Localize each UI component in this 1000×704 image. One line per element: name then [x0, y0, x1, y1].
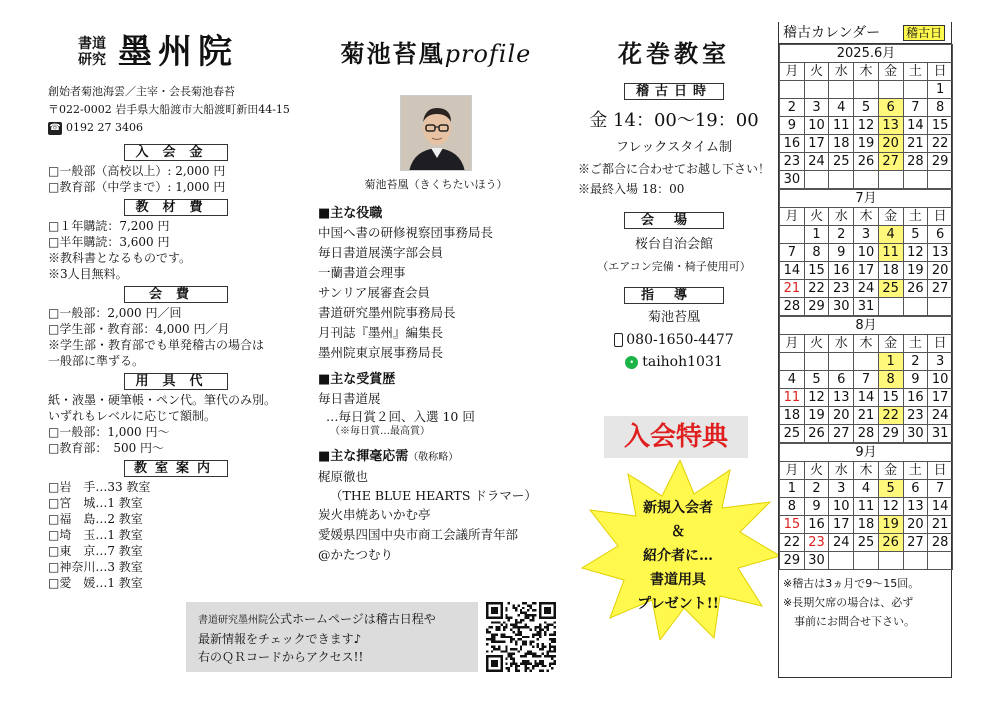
awards-heading: ■主な受賞歴	[318, 372, 396, 387]
calendar-day: 10	[854, 244, 879, 262]
calendar-day: 7	[928, 480, 953, 498]
calendar-day: 21	[903, 135, 928, 153]
work-item: @かたつむり	[318, 547, 394, 562]
calendar-day: 27	[878, 153, 903, 171]
calendar-day: 20	[928, 262, 953, 280]
month-label: 7月	[780, 190, 953, 208]
calendar-day: 26	[804, 425, 829, 443]
weekday-label: 水	[829, 335, 854, 353]
section-line: □埼 玉…1 教室	[48, 528, 143, 542]
calendar-note-3: 事前にお問合せ下さい。	[794, 615, 915, 628]
calendar-day: 26	[878, 534, 903, 552]
section-header: 教室案内	[124, 460, 228, 477]
footer-line-1-small: 書道研究墨州院	[198, 615, 268, 626]
brand-small-2: 研究	[78, 52, 106, 68]
calendar-day: 1	[878, 353, 903, 371]
calendar-day: 23	[829, 280, 854, 298]
calendar-month	[779, 44, 953, 189]
calendar-day: 19	[903, 262, 928, 280]
promo-line: ＆	[671, 524, 685, 540]
calendar-day: 20	[829, 407, 854, 425]
section-line: ※教科書となるものです。	[48, 251, 192, 265]
role-item: 毎日書道展漢字部会員	[318, 245, 444, 260]
calendar-day: 15	[804, 262, 829, 280]
phone-icon: ☎	[49, 122, 61, 133]
section-header: 用具代	[124, 373, 228, 390]
section-header: 入会金	[124, 144, 228, 161]
calendar-day: 28	[903, 153, 928, 171]
calendar-day: 22	[804, 280, 829, 298]
organization-info	[48, 34, 288, 634]
schedule-label: 稽古日時	[624, 83, 724, 100]
section-line: □福 島…2 教室	[48, 512, 143, 526]
calendar-day: 5	[804, 371, 829, 389]
venue-name: 桜台自治会館	[634, 237, 713, 252]
weekday-label: 月	[780, 335, 805, 353]
calendar-day: 4	[829, 99, 854, 117]
calendar-day: 18	[829, 135, 854, 153]
calendar-day: 20	[903, 516, 928, 534]
calendar-day: 6	[903, 480, 928, 498]
join-bonus-banner: 入会特典	[604, 416, 748, 458]
calendar-month	[779, 189, 953, 316]
calendar-day	[804, 353, 829, 371]
weekday-label: 日	[928, 63, 953, 81]
calendar-day	[903, 552, 928, 570]
section-line: □１年購読：7,200 円	[48, 219, 170, 233]
brand-small-1: 書道	[78, 36, 106, 52]
calendar-day: 6	[928, 226, 953, 244]
profile-section	[306, 34, 566, 594]
section-line: □一般部：1,000 円～	[48, 425, 170, 439]
calendar-day	[829, 81, 854, 99]
calendar-day: 25	[878, 280, 903, 298]
calendar-day: 7	[903, 99, 928, 117]
venue-label: 会場	[624, 212, 724, 229]
weekday-label: 日	[928, 462, 953, 480]
calendar-day	[928, 298, 953, 316]
calendar-note-2: ※長期欠席の場合は、必ず	[783, 596, 914, 609]
schedule-time: 金 14：00～19：00	[589, 110, 759, 131]
calendar-day: 17	[804, 135, 829, 153]
lesson-day-badge: 稽古日	[903, 25, 945, 41]
calendar-day	[878, 171, 903, 189]
calendar-day: 21	[928, 516, 953, 534]
calendar-day: 17	[928, 389, 953, 407]
section-header: 教材費	[124, 199, 228, 216]
calendar-day: 16	[903, 389, 928, 407]
calendar-day: 6	[878, 99, 903, 117]
calendar-day: 13	[878, 117, 903, 135]
calendar-day: 6	[829, 371, 854, 389]
calendar-header	[779, 22, 951, 44]
section-line: □半年購読：3,600 円	[48, 235, 170, 249]
brand-name: 墨州院	[118, 32, 238, 72]
teacher-label: 指導	[624, 287, 724, 304]
calendar-day	[903, 81, 928, 99]
calendar-day: 24	[928, 407, 953, 425]
weekday-label: 土	[903, 63, 928, 81]
calendar-day: 1	[780, 480, 805, 498]
role-item: 月刊誌『墨州』編集長	[318, 325, 444, 340]
weekday-label: 日	[928, 208, 953, 226]
calendar-day: 13	[928, 244, 953, 262]
calendar-day: 29	[928, 153, 953, 171]
calendar-day: 8	[928, 99, 953, 117]
calendar-day: 29	[780, 552, 805, 570]
calendar-day: 10	[928, 371, 953, 389]
calendar-day: 9	[829, 244, 854, 262]
section-line: □愛 媛…1 教室	[48, 576, 143, 590]
calendar-day: 12	[878, 498, 903, 516]
weekday-label: 土	[903, 335, 928, 353]
person-portrait-icon	[401, 96, 472, 171]
work-item: 梶原徹也	[318, 469, 369, 484]
calendar-day	[878, 552, 903, 570]
calendar-day	[928, 552, 953, 570]
phone-row	[48, 120, 288, 136]
weekday-label: 火	[804, 208, 829, 226]
weekday-label: 火	[804, 63, 829, 81]
calendar-day: 15	[928, 117, 953, 135]
section-line: 紙・液墨・硬筆帳・ペン代。筆代のみ別。	[48, 393, 277, 407]
calendar-day	[878, 298, 903, 316]
calendar-day: 28	[854, 425, 879, 443]
calendar-day: 12	[903, 244, 928, 262]
calendar-day: 10	[829, 498, 854, 516]
calendar-day	[903, 298, 928, 316]
weekday-label: 木	[854, 63, 879, 81]
calendar-day	[854, 552, 879, 570]
calendar-day: 11	[854, 498, 879, 516]
roles-list	[318, 223, 566, 363]
section-header: 会費	[124, 286, 228, 303]
calendar-day: 28	[780, 298, 805, 316]
weekday-label: 日	[928, 335, 953, 353]
work-item: （THE BLUE HEARTS ドラマー）	[330, 488, 537, 503]
calendar-day: 22	[928, 135, 953, 153]
calendar-day: 5	[854, 99, 879, 117]
calendar-day: 18	[854, 516, 879, 534]
line-row	[578, 354, 770, 370]
calendar-day: 2	[903, 353, 928, 371]
calendar-day: 25	[854, 534, 879, 552]
calendar-day: 27	[829, 425, 854, 443]
footer-line-3: 右のＱＲコードからアクセス!!	[198, 650, 364, 664]
calendar-day	[903, 171, 928, 189]
calendar-day	[804, 171, 829, 189]
calendar-day: 30	[780, 171, 805, 189]
work-item: 炭火串焼あいかむ亭	[318, 507, 431, 522]
teacher-name: 菊池苔凰	[647, 310, 700, 325]
calendar-notes	[779, 570, 951, 631]
calendar-day: 17	[829, 516, 854, 534]
works-title: ■主な揮毫応需	[318, 449, 409, 464]
month-label: 9月	[780, 444, 953, 462]
address-text: 〒022-0002 岩手県大船渡市大船渡町新田44-15	[48, 103, 290, 116]
calendar-day	[780, 353, 805, 371]
section-line: □東 京…7 教室	[48, 544, 143, 558]
calendar-day: 25	[829, 153, 854, 171]
section-line: ※3人目無料。	[48, 267, 128, 281]
calendar-day: 13	[829, 389, 854, 407]
calendar-day: 12	[854, 117, 879, 135]
calendar-day	[854, 81, 879, 99]
weekday-label: 水	[829, 208, 854, 226]
weekday-label: 金	[878, 208, 903, 226]
calendar-day	[854, 171, 879, 189]
classroom-title: 花巻教室	[618, 39, 730, 68]
calendar-day: 30	[903, 425, 928, 443]
section-line: □一般部（高校以上）: 2,000 円	[48, 164, 226, 178]
work-item: 愛媛県四国中央市商工会議所青年部	[318, 527, 519, 542]
qr-code-icon[interactable]	[486, 602, 556, 672]
weekday-label: 火	[804, 335, 829, 353]
footer-line-1: 公式ホームページは稽古日程や	[268, 612, 436, 626]
calendar-day: 7	[854, 371, 879, 389]
calendar-note-1: ※稽古は3ヵ月で9～15回。	[783, 577, 920, 590]
calendar-day	[829, 353, 854, 371]
weekday-label: 火	[804, 462, 829, 480]
profile-title-latin: profile	[444, 40, 532, 68]
calendar-day: 15	[878, 389, 903, 407]
calendar-day: 20	[878, 135, 903, 153]
calendar-day: 12	[804, 389, 829, 407]
section-line: ※学生部・教育部でも単発稽古の場合は	[48, 338, 265, 352]
calendar-day: 16	[829, 262, 854, 280]
tel-number: 080-1650-4477	[626, 332, 734, 348]
weekday-label: 土	[903, 208, 928, 226]
calendar-day: 10	[804, 117, 829, 135]
awards-line-3: （※毎日賞…最高賞）	[330, 426, 430, 437]
works-note: （敬称略）	[408, 452, 459, 463]
promo-line: プレゼント!!	[637, 596, 719, 612]
awards-line-2: …毎日賞２回、入選 10 回	[326, 409, 475, 424]
calendar-day: 16	[780, 135, 805, 153]
calendar-day: 27	[928, 280, 953, 298]
fee-sections	[48, 144, 288, 591]
calendar-day: 8	[780, 498, 805, 516]
weekday-label: 木	[854, 335, 879, 353]
weekday-label: 水	[829, 462, 854, 480]
calendar-day	[780, 81, 805, 99]
calendar-day: 26	[903, 280, 928, 298]
homepage-notice	[186, 602, 478, 672]
weekday-label: 金	[878, 335, 903, 353]
month-label: 2025.6月	[780, 45, 953, 63]
calendar-month	[779, 443, 953, 570]
section-line: □宮 城…1 教室	[48, 496, 143, 510]
promo-line: 紹介者に…	[643, 548, 713, 564]
lesson-calendar	[778, 22, 952, 678]
founder-text: 創始者菊池海雲／主宰・会長菊池春苔	[48, 85, 235, 98]
calendar-day: 5	[903, 226, 928, 244]
profile-title-name: 菊池苔凰	[340, 39, 445, 68]
weekday-label: 土	[903, 462, 928, 480]
calendar-day: 17	[854, 262, 879, 280]
calendar-day: 28	[928, 534, 953, 552]
role-item: サンリア展審査会員	[318, 285, 430, 300]
weekday-label: 金	[878, 462, 903, 480]
calendar-day: 11	[780, 389, 805, 407]
calendar-day: 3	[829, 480, 854, 498]
calendar-day	[878, 81, 903, 99]
calendar-day: 14	[928, 498, 953, 516]
calendar-day: 3	[928, 353, 953, 371]
calendar-day	[804, 81, 829, 99]
name-caption: 菊池苔凰（きくちたいほう）	[364, 178, 508, 191]
role-item: 一蘭書道会理事	[318, 265, 406, 280]
calendar-day: 15	[780, 516, 805, 534]
calendar-day: 1	[928, 81, 953, 99]
role-item: 書道研究墨州院事務局長	[318, 305, 456, 320]
promo-text	[608, 496, 748, 616]
calendar-day: 11	[878, 244, 903, 262]
calendar-day: 16	[804, 516, 829, 534]
role-item: 墨州院東京展事務局長	[318, 345, 444, 360]
calendar-day: 1	[804, 226, 829, 244]
calendar-day: 29	[878, 425, 903, 443]
calendar-day: 18	[780, 407, 805, 425]
calendar-day: 31	[854, 298, 879, 316]
calendar-day: 29	[804, 298, 829, 316]
section-line: □岩 手…33 教室	[48, 480, 151, 494]
calendar-day: 23	[804, 534, 829, 552]
works-heading	[318, 448, 566, 467]
calendar-day: 30	[829, 298, 854, 316]
calendar-day: 18	[878, 262, 903, 280]
calendar-day: 9	[780, 117, 805, 135]
calendar-day: 2	[829, 226, 854, 244]
calendar-day: 3	[804, 99, 829, 117]
section-line: □学生部・教育部：4,000 円／月	[48, 322, 230, 336]
line-app-icon: •	[625, 356, 638, 369]
calendar-day: 24	[854, 280, 879, 298]
calendar-months	[779, 44, 951, 570]
calendar-day: 4	[780, 371, 805, 389]
calendar-day: 21	[854, 407, 879, 425]
calendar-day: 7	[780, 244, 805, 262]
calendar-day: 9	[804, 498, 829, 516]
calendar-title: 稽古カレンダー	[783, 25, 881, 41]
calendar-day: 2	[780, 99, 805, 117]
role-item: 中国へ書の研修視察団事務局長	[318, 225, 494, 240]
weekday-label: 月	[780, 63, 805, 81]
calendar-day: 5	[878, 480, 903, 498]
calendar-day	[928, 171, 953, 189]
profile-title	[306, 34, 566, 69]
weekday-label: 金	[878, 63, 903, 81]
portrait-photo	[400, 95, 472, 171]
calendar-day	[829, 171, 854, 189]
calendar-day: 27	[903, 534, 928, 552]
weekday-label: 木	[854, 462, 879, 480]
calendar-day	[829, 552, 854, 570]
promo-line: 書道用具	[650, 572, 706, 588]
calendar-day: 26	[854, 153, 879, 171]
calendar-day: 23	[903, 407, 928, 425]
promo-line: 新規入会者	[643, 500, 713, 516]
month-label: 8月	[780, 317, 953, 335]
section-line: □教育部： 500 円～	[48, 441, 165, 455]
calendar-day: 19	[878, 516, 903, 534]
venue-note: （エアコン完備・椅子使用可）	[597, 260, 751, 273]
tel-row	[578, 332, 770, 348]
calendar-day	[780, 226, 805, 244]
calendar-day: 8	[878, 371, 903, 389]
section-line: いずれもレベルに応じて額制。	[48, 409, 217, 423]
calendar-day: 22	[878, 407, 903, 425]
flex-text: フレックスタイム制	[616, 140, 732, 155]
note-2: ※最終入場 18：00	[578, 182, 685, 196]
calendar-day: 30	[804, 552, 829, 570]
calendar-day: 13	[903, 498, 928, 516]
mobile-phone-icon	[614, 333, 623, 347]
calendar-day: 19	[804, 407, 829, 425]
calendar-day: 21	[780, 280, 805, 298]
calendar-day: 4	[854, 480, 879, 498]
calendar-day: 19	[854, 135, 879, 153]
calendar-day: 2	[804, 480, 829, 498]
footer-line-2: 最新情報をチェックできます♪	[198, 632, 362, 646]
calendar-day: 23	[780, 153, 805, 171]
section-line: □一般部：2,000 円／回	[48, 306, 182, 320]
phone-number: 0192 27 3406	[66, 121, 143, 134]
awards-line-1: 毎日書道展	[318, 391, 381, 406]
calendar-day: 14	[854, 389, 879, 407]
calendar-day: 4	[878, 226, 903, 244]
weekday-label: 月	[780, 462, 805, 480]
weekday-label: 木	[854, 208, 879, 226]
calendar-day: 25	[780, 425, 805, 443]
calendar-day: 24	[804, 153, 829, 171]
weekday-label: 水	[829, 63, 854, 81]
calendar-day: 24	[829, 534, 854, 552]
roles-heading: ■主な役職	[318, 206, 383, 221]
calendar-day: 14	[903, 117, 928, 135]
calendar-day: 31	[928, 425, 953, 443]
calendar-month	[779, 316, 953, 443]
calendar-day: 11	[829, 117, 854, 135]
calendar-day: 8	[804, 244, 829, 262]
calendar-day: 3	[854, 226, 879, 244]
calendar-day	[854, 353, 879, 371]
brand-logo	[78, 34, 288, 70]
calendar-day: 9	[903, 371, 928, 389]
note-1: ※ご都合に合わせてお越し下さい！	[578, 162, 771, 176]
line-id: taihoh1031	[642, 354, 723, 370]
section-line: 一般部に準ずる。	[48, 354, 145, 368]
weekday-label: 月	[780, 208, 805, 226]
section-line: □教育部（中学まで）: 1,000 円	[48, 180, 226, 194]
section-line: □神奈川…3 教室	[48, 560, 143, 574]
calendar-day: 14	[780, 262, 805, 280]
works-list	[318, 467, 566, 565]
calendar-day: 22	[780, 534, 805, 552]
